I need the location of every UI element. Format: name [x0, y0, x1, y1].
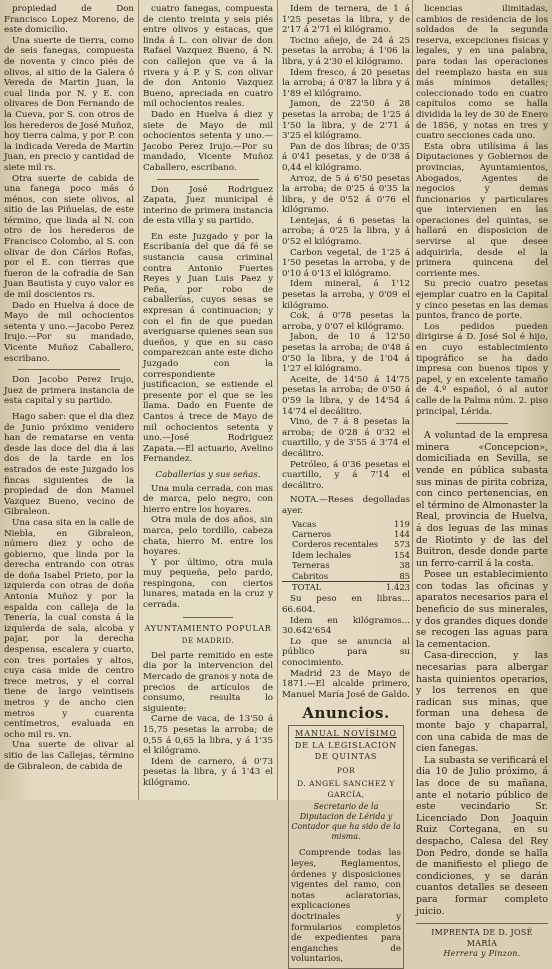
- notice-heading: Don José Rodriguez Zapata, Juez municipal é interino de primera instancia de esta villa y su partido.: [143, 184, 273, 227]
- text-paragraph: licencias ilimitadas, cambios de residencia de los soldados de la segunda reserva, excepciones físicas y legales, y en una palabra, para todas las operaciones del reemplazo hasta en sus más mínimos detalles; coleccionado todo en cuatro capítulos como se halla dividida la ley de 30 de Enero de 1856, y notas en tres y cuatro secciones cada uno.: [416, 4, 548, 142]
- manual-por: POR: [336, 765, 356, 775]
- text-paragraph: En este Juzgado y por la Escribanía del que dá fé se sustancia causa criminal contra Antonio Fuertes Reyes y Juan Luis Paez y Peña, por robo de caballerías, cuyos sesas se expresan á continuacion; y con el fin de que puedan averiguarse quienes sean sus dueños, y que en su caso comparezcan ante este dicho Juzgado con la correspondiente justificacion, se estiende el presente por el que se les llama. Dado en Fuente de Cantos á trece de Mayo de mil ochocientos setenta y uno.—José Rodriguez Zapata.—El actuario, Avelino Fernandez.: [143, 231, 273, 465]
- total-label: TOTAL: [292, 581, 322, 592]
- table-row: [282, 519, 410, 529]
- text-paragraph: Una suerte de olivar al sitio de las Callejas, término de Gibraleon, de cabida de: [4, 740, 134, 772]
- price-item: Idem de ternera, de 1 á 1'25 pesetas la libra, y de 2'17 á 2'71 el kilógramo.: [282, 4, 410, 36]
- imprint-line: Herrera y Pinzon.: [443, 949, 521, 959]
- text-paragraph: Otra suerte de cabida de una fanega poco más ó ménos, con siete olivos, al sitio de las Piñuelas, de este término, que linda al N. con otro de los herederos de Francisco Colombo, al S. con olivar de don Cárlos Rofas, por el E. con tierras que fueron de la cofradía de San Juan Bautista y cuyo valor es de mil doscientos rs.: [4, 173, 134, 301]
- manual-ad: [288, 725, 404, 969]
- caballeria-item: Y por último, otra mula muy pequeña, pelo pardo, respingona, con ciertos lunares, matada en la cruz y cerrada.: [143, 557, 273, 611]
- text-paragraph: Dado en Huelva á doce de Mayo de mil ochocientos setenta y uno.—Jacobo Perez Irujo.—Por su mandado, Vicente Muñoz Caballero, escribano.: [4, 300, 134, 364]
- divider: [456, 423, 508, 424]
- text-paragraph: Idem en kilógramos... 30.642'654: [282, 615, 410, 637]
- imprint-line: IMPRENTA DE D. JOSÉ MARÍA: [431, 928, 533, 948]
- price-item: Carbon vegetal, de 1'25 á 1'50 pesetas la arroba, y de 0'10 á 0'13 el kilógramo.: [282, 247, 410, 279]
- text-paragraph: Idem de carnero, á 0'73 pesetas la libra, y á 1'43 el kilógramo.: [143, 756, 273, 788]
- row-label: Vacas: [292, 518, 317, 529]
- notice-heading: Don Jacobo Perez Irujo, Juez de primera instancia de esta capital y su partido.: [4, 375, 134, 407]
- table-row: [282, 560, 410, 570]
- price-item: Cok, á 0'78 pesetas la arroba, y 0'07 el kilógramo.: [282, 311, 410, 332]
- row-value: 144: [394, 528, 410, 539]
- text-paragraph: cuatro fanegas, compuesta de ciento treinta y seis piés entre olivos y estacas, que linda á L. con olivar de don Rafael Vazquez Bueno, á N. con callejon que va á la rivera y á P. y S. con olivar de don Antonio Vazquez Bueno, apreciada en cuatro mil ochocientos reales.: [143, 4, 273, 110]
- manual-title: MANUAL NOVÍSIMO: [295, 728, 397, 738]
- text-paragraph: Una casa sita en la calle de Niebla, en Gibraleon, número diez y ocho de gobierno, que linda por la derecha entrando con otras de doña Isabel Prieto, por la izquierda con otras de doña Antonia Muñoz y por la espalda con calleja de la Tenería, la cual consta á la izquierda de sala, alcoba y pajar, por la derecha despensa, escalera y cuarto, con tres portales y altos, cuya casa mide de centro trece metros, y el corral tiene de largo veintiseis metros y de ancho cien metros y cuarenta centímetros, evaluada en ocho mil rs. vn.: [4, 517, 134, 740]
- row-label: Terneras: [292, 560, 330, 571]
- reses-table: [282, 519, 410, 593]
- row-label: Cabritos: [292, 570, 329, 581]
- text-paragraph: La subasta se verificará el dia 10 de Julio próximo, á las doce de su mañana, ante el notario público de este vecindario Sr. Licenciado Don Joaquin Ruiz Cortegana, en su despacho, Calesa del Rey Don Pedro, donde se halla de manifiesto el pliego de condiciones, y se darán cuantos detalles se deseen para formar completo juicio.: [416, 754, 548, 917]
- price-item: Vino, de 7 á 8 pesetas la arroba; de 0'28 á 0'32 el cuartillo, y de 3'55 á 3'74 el decálitro.: [282, 417, 410, 459]
- row-value: 573: [394, 539, 410, 550]
- text-paragraph: Comprende todas las leyes, Reglamentos, órdenes y disposiciones vigentes del ramo, con notas aclaratorias, explicaciones doctrinales y formularios completos de expedientes para enganches de voluntarios,: [291, 848, 401, 965]
- text-paragraph: Los pedidos pueden dirigirse á D. José Sol é hijo, en cuyo establecimiento tipográfico se ha dado impresa con buenos tipos y papel, y en excelente tamaño de 4.º español, ó al autor calle de la Palma núm. 2. piso principal, Lérida.: [416, 321, 548, 417]
- divider: [157, 179, 259, 180]
- ayuntamiento-subtitle: DE MADRID.: [181, 637, 235, 646]
- column-3: [282, 4, 410, 965]
- table-row: [282, 539, 410, 549]
- nota-title: NOTA.—Reses degolladas ayer.: [282, 495, 410, 516]
- price-item: Idem mineral, á 1'12 pesetas la arroba, y 0'09 el kilógramo.: [282, 279, 410, 311]
- table-row: [282, 550, 410, 560]
- section-title: Anuncios.: [302, 704, 390, 723]
- text-paragraph: Su precio cuatro pesetas ejemplar cuatro en la Capital y cinco pesetas en las demas puntos, franco de porte.: [416, 279, 548, 322]
- price-item: Petróleo, á 0'36 pesetas el cuartillo, y á 7'14 el decálitro.: [282, 459, 410, 491]
- row-value: 119: [394, 518, 410, 529]
- row-label: Carneros: [292, 528, 332, 539]
- price-item: Aceite, de 14'50 á 14'75 pesetas la arroba; de 0'50 á 0'59 la libra, y de 14'54 á 14'74 el decálitro.: [282, 374, 410, 417]
- text-paragraph: propiedad de Don Francisco Lopez Moreno, de este domicilio.: [4, 4, 134, 36]
- column-rule: [277, 0, 278, 800]
- text-paragraph: Hago saber: que el dia diez de Junio próximo venidero han de rematarse en venta desde las doce del dia á las dos de la tarde en los estrados de este Juzgado los fincas siguientes de la propiedad de don Manuel Vazquez Bueno, vecino de Gibraleon.: [4, 411, 134, 518]
- row-value: 38: [399, 560, 410, 571]
- text-paragraph: Del parte remitido en este dia por la intervencion del Mercado de granos y nota de precios de artículos de consumo, resulta lo siguiente:: [143, 650, 273, 714]
- total-value: 1.423: [386, 581, 410, 592]
- text-paragraph: Dado en Huelva á diez y siete de Mayo de mil ochocientos setenta y uno.—Jacobo Perez Irujo.—Por su mandado, Vicente Muñoz Caballero, escribano.: [143, 109, 273, 173]
- text-paragraph: Lo que se anuncia al público para su conocimiento.: [282, 636, 410, 668]
- table-row: [282, 571, 410, 582]
- manual-author: D. ANGEL SANCHEZ Y GARCÍA,: [297, 779, 395, 799]
- price-item: Tocino añejo, de 24 á 25 pesetas la arroba; á 1'06 la libra, y á 2'30 el kilógramo.: [282, 35, 410, 67]
- price-item: Lentejas, á 6 pesetas la arroba; á 0'25 la libra, y á 0'52 el kilógramo.: [282, 215, 410, 248]
- column-rule: [412, 0, 413, 800]
- text-paragraph: Carne de vaca, de 13'50 á 15,75 pesetas la arroba; de 0,55 á 0,65 la libra, y á 1'35 el kilógramo.: [143, 714, 273, 757]
- ayuntamiento-title: AYUNTAMIENTO POPULAR: [144, 623, 272, 633]
- price-item: Idem fresco, á 20 pesetas la arroba; á 0'87 la libra y á 1'89 el kilógramo.: [282, 67, 410, 99]
- row-value: 85: [399, 570, 410, 581]
- price-item: Pan de dos libras; de 0'35 á 0'41 pesetas, y de 0'38 á 0,44 el kilógramo.: [282, 141, 410, 173]
- text-paragraph: Madrid 23 de Mayo de 1871.—El alcalde primero, Manuel María José de Galdo.: [282, 668, 410, 700]
- row-label: Corderos recentales: [292, 539, 379, 550]
- price-item: Jamon, de 22'50 á 28 pesetas la arroba; de 1'25 á 1'50 la libra, y de 2'71 á 3'25 el kilógramo.: [282, 99, 410, 142]
- divider: [183, 617, 233, 618]
- column-rule: [138, 0, 139, 800]
- text-paragraph: Una suerte de tierra, como de seis fanegas, compuesta de noventa y cinco piés de olivos, al sitio de la Galera ó Vereda de Martin Juan, la cual linda por N. y E. con olivares de Don Fernando de la Cueva, por S. con otros de los herederos de José Muñoz, hoy tierra calma, y por P. con la indicada Vereda de Martin Juan, en precio y cantidad de siete mil rs.: [4, 35, 134, 173]
- column-4: [416, 4, 548, 959]
- total-row: [282, 581, 410, 592]
- table-row: [282, 529, 410, 539]
- text-paragraph: Su peso en libras... 66.604.: [282, 594, 410, 615]
- row-value: 154: [394, 549, 410, 560]
- price-item: Arroz, de 5 á 6'50 pesetas la arroba; de 0'25 á 0'35 la libra, y de 0'52 á 0'76 el kilógramo.: [282, 173, 410, 216]
- text-paragraph: Posee un establecimiento con todas las oficinas y aparatos necesarios para el beneficio de sus minerales, y dos grandes diques donde se recogen las aguas para la cementacion.: [416, 569, 548, 650]
- row-label: Idem lechales: [292, 549, 351, 560]
- manual-subtitle: DE LA LEGISLACION DE QUINTAS: [294, 741, 398, 762]
- column-1: [4, 4, 134, 796]
- price-item: Jabon, de 10 á 12'50 pesetas la arroba; de 0'48 á 0'50 la libra, y de 1'04 á 1'27 el kilógramo.: [282, 332, 410, 375]
- text-paragraph: Casa-direccion, y las necesarias para albergar hasta quinientos operarios, y los terrenos en que radican sus minas, que forman una dehesa de monte bajo y chaparral, con una cabida de mas de cien fanegas.: [416, 650, 548, 755]
- imprint: [416, 923, 548, 960]
- column-2: [143, 4, 273, 796]
- caballerias-title: Caballerías y sus señas.: [155, 469, 261, 480]
- text-paragraph: A voluntad de la empresa minera «Concepcion», domiciliada en Sevilla, se vende en pública subasta sus minas de pirita cobriza, con cinco pertenencias, en el término de Almonaster la Real, provincia de Huelva, á dos leguas de las minas de Riotinto y de las del Buitron, desde donde parte un ferro-carril á la costa.: [416, 430, 548, 569]
- caballeria-item: Una mula cerrada, con mas de marca, pelo negro, con hierro entre los hoyares.: [143, 483, 273, 515]
- caballeria-item: Otra mula de dos años, sin marca, pelo tordillo, cabeza chata, hierro M. entre los hoyares.: [143, 515, 273, 558]
- text-paragraph: Esta obra utilísima á las Diputaciones y Gobiernos de provincias, Ayuntamientos, Abogados, Agentes de negocios y demas funcionarios y particulares que intervienen en las operaciones del quintas, se hallará en disposicion de servirse al que desee adquirirla, desde el la primera quincena del corriente mes.: [416, 141, 548, 279]
- divider: [18, 369, 120, 370]
- manual-role: Secretario de la Diputacion de Lérida y Contador que ha sido de la misma.: [291, 802, 401, 842]
